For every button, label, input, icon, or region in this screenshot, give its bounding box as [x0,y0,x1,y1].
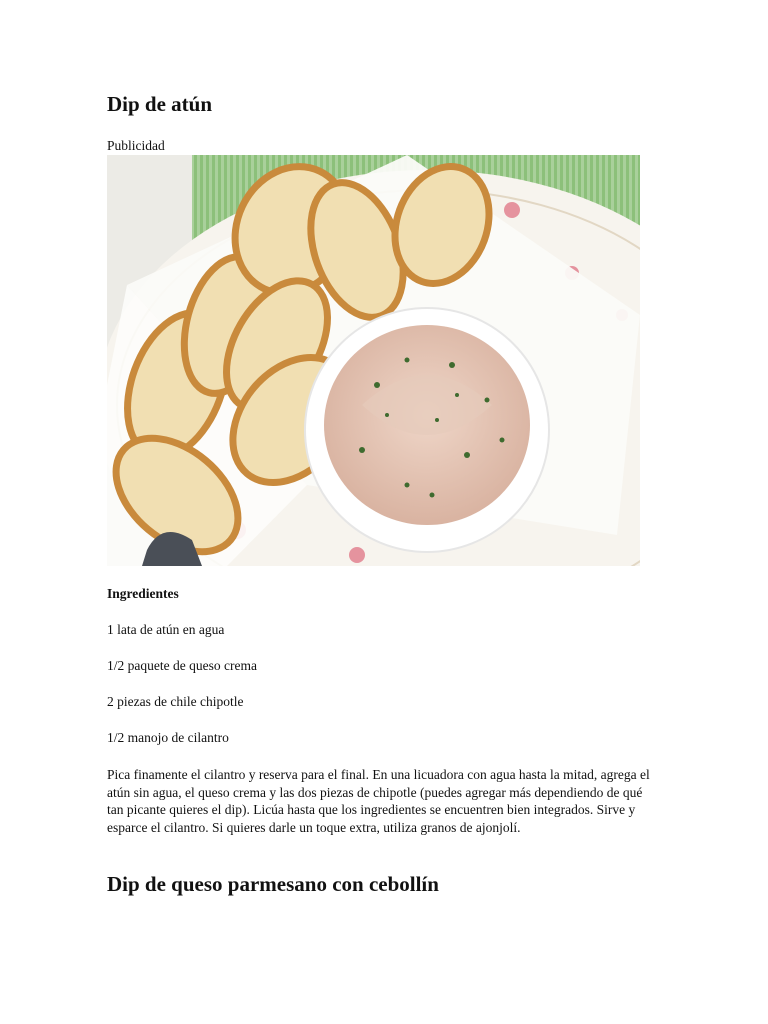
recipe-photo [107,155,640,566]
recipe-title: Dip de atún [107,92,213,116]
ingredient-item: 2 piezas de chile chipotle [107,694,244,709]
dip-bowl [305,308,549,552]
tuna-dip-illustration [107,155,640,566]
ingredients-heading: Ingredientes [107,586,179,601]
ingredient-item: 1/2 paquete de queso crema [107,658,257,673]
ingredient-item: 1/2 manojo de cilantro [107,730,229,745]
instructions-paragraph: Pica finamente el cilantro y reserva para el final. En una licuadora con agua hasta la mitad, agrega el atún sin agua, el queso crema y las dos piezas de chipotle (puedes agregar más dependiendo de qué tan picante quieres el dip). Licúa hasta que los ingredientes se encuentren bien integrados. Sirve y esparce el cilantro. Si quieres darle un toque extra, utiliza granos de ajonjolí. [107,767,650,835]
next-recipe-title: Dip de queso parmesano con cebollín [107,872,439,896]
ingredient-item: 1 lata de atún en agua [107,622,225,637]
advertising-label: Publicidad [107,138,165,153]
